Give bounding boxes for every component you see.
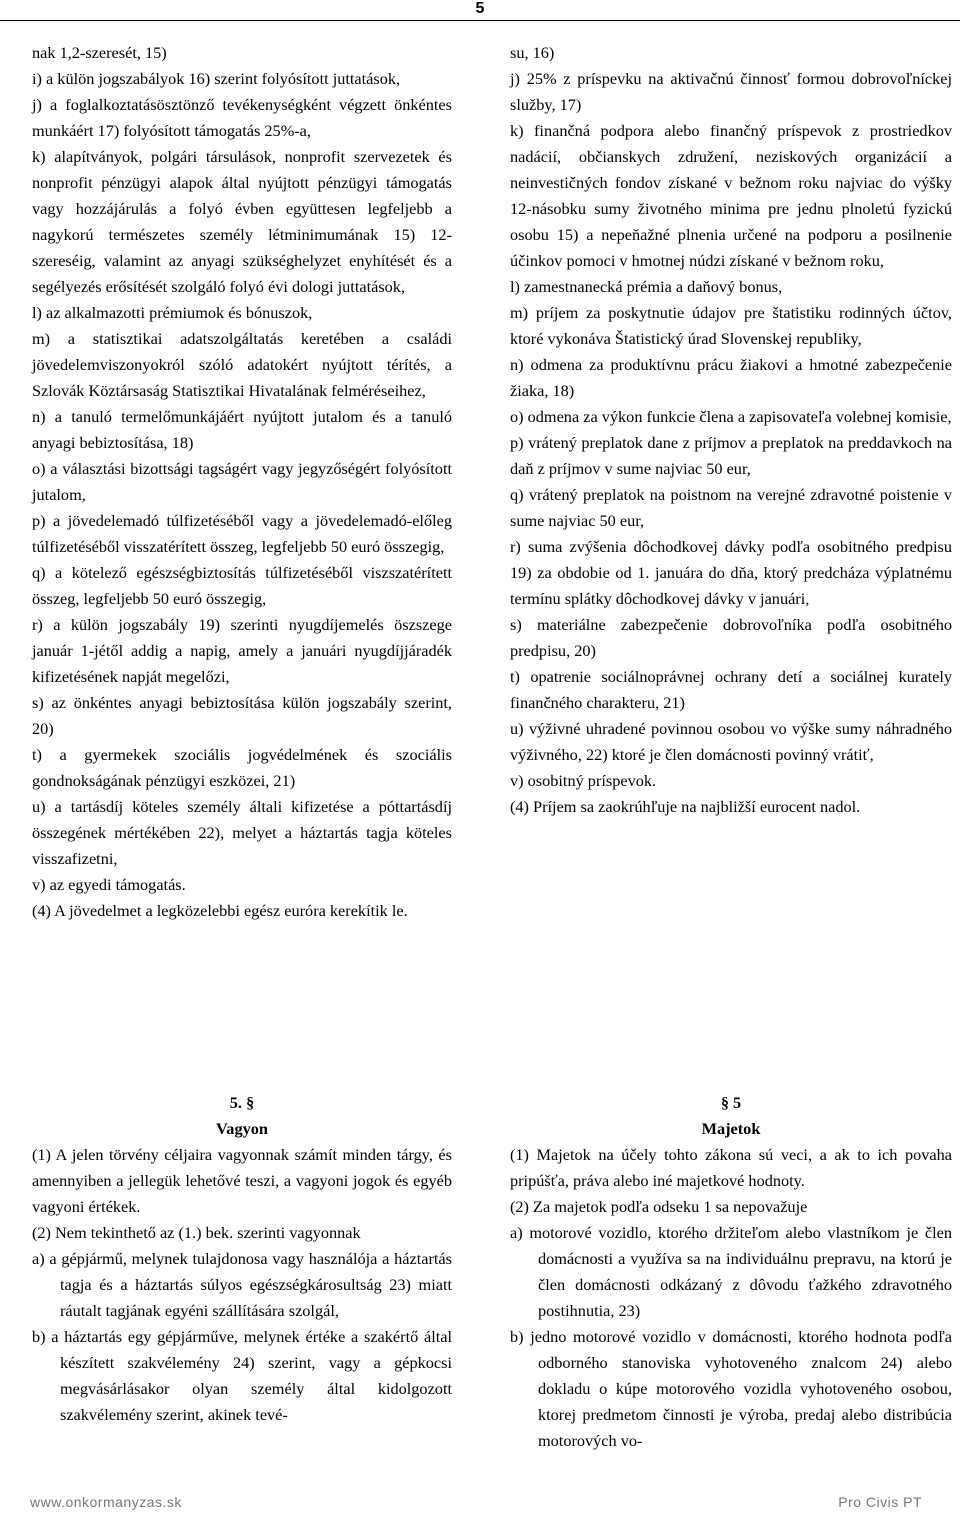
left-item: q) a kötelező egészségbiztosítás túlfizetéséből viszszatérített összeg, legfeljebb 50 euró összegig, — [32, 563, 452, 608]
right-item: v) osobitný príspevok. — [510, 771, 657, 790]
section-heading: Majetok — [701, 1119, 761, 1138]
right-item: o) odmena za výkon funkcie člena a zapisovateľa volebnej komisie, — [510, 407, 952, 426]
section-paragraph: b) jedno motorové vozidlo v domácnosti, ktorého hodnota podľa odborného stanoviska vyhotoveného znalcom 24) alebo dokladu o kúpe motorového vozidla vyhotoveného osobou, ktorej predmetom činnosti je výroba, predaj alebo distribúcia motorových vo- — [510, 1327, 952, 1450]
right-item: r) suma zvýšenia dôchodkovej dávky podľa osobitného predpisu 19) za obdobie od 1. januára do dňa, ktorý predcháza výplatnému termínu splátky dôchodkovej dávky v januári, — [510, 537, 952, 608]
right-item: su, 16) — [510, 43, 555, 62]
left-item: k) alapítványok, polgári társulások, nonprofit szervezetek és nonprofit pénzügyi alapok által nyújtott pénzügyi támogatás vagy hozzájárulás a folyó évben együttesen legfeljebb a nagykorú természetes személy létminimumának 15) 12-szereséig, valamint az anyagi szükséghelyzet enyhítését és a segélyezés erősítését szolgáló folyó évi dologi juttatások, — [32, 147, 452, 296]
right-item: n) odmena za produktívnu prácu žiakovi a hmotné zabezpečenie žiaka, 18) — [510, 355, 952, 400]
left-item: l) az alkalmazotti prémiumok és bónuszok, — [32, 303, 313, 322]
left-item: o) a választási bizottsági tagságért vagy jegyzőségért folyósított jutalom, — [32, 459, 452, 504]
right-item: k) finančná podpora alebo finančný príspevok z prostriedkov nadácií, občianskych združení, neziskových organizácií a neinvestičných fondov získané v bežnom roku najviac do výšky 12-násobku sumy životného minima pre jednu plnoletú fyzickú osobu 15) a nepeňažné plnenia určené na podporu a posilnenie účinkov pomoci v hmotnej núdzi získané v bežnom roku, — [510, 121, 952, 270]
left-item: v) az egyedi támogatás. — [32, 875, 186, 894]
right-item: (4) Príjem sa zaokrúhľuje na najbližší eurocent nadol. — [510, 797, 861, 816]
left-item: nak 1,2-szeresét, 15) — [32, 43, 167, 62]
section-paragraph: a) a gépjármű, melynek tulajdonosa vagy használója a háztartás tagja és a háztartás súlyos egészségkárosultság 23) miatt ráutalt tagjának egyéni szállítására szolgál, — [32, 1249, 452, 1320]
section-paragraph: (1) Majetok na účely tohto zákona sú veci, a ak to ich povaha pripúšťa, práva alebo iné majetkové hodnoty. — [510, 1145, 952, 1190]
right-item: l) zamestnanecká prémia a daňový bonus, — [510, 277, 783, 296]
right-item: t) opatrenie sociálnoprávnej ochrany detí a sociálnej kurately finančného charakteru, 21) — [510, 667, 952, 712]
left-item: s) az önkéntes anyagi bebiztosítása külön jogszabály szerint, 20) — [32, 693, 452, 738]
left-item: j) a foglalkoztatásösztönző tevékenységként végzett önkéntes munkáért 17) folyósított támogatás 25%-a, — [32, 95, 452, 140]
left-item: m) a statisztikai adatszolgáltatás keretében a családi jövedelemviszonyokról szóló adatokért nyújtott térítés, a Szlovák Köztársaság Statisztikai Hivatalának felméréseihez, — [32, 329, 452, 400]
left-item: p) a jövedelemadó túlfizetéséből vagy a jövedelemadó-előleg túlfizetéséből visszatérített összeg, legfeljebb 50 euró összegig, — [32, 511, 452, 556]
left-item: n) a tanuló termelőmunkájáért nyújtott jutalom és a tanuló anyagi bebiztosítása, 18) — [32, 407, 452, 452]
page-number: 5 — [475, 0, 485, 17]
right-item: p) vrátený preplatok dane z príjmov a preplatok na preddavkoch na daň z príjmov v sume najviac 50 eur, — [510, 433, 952, 478]
right-item: u) výživné uhradené povinnou osobou vo výške sumy náhradného výživného, 22) ktoré je člen domácnosti povinný vrátiť, — [510, 719, 952, 764]
section-paragraph: b) a háztartás egy gépjárműve, melynek értéke a szakértő által készített szakvélemény 24) szerint, vagy a gépkocsi megvásárlásakor olyan személy által kidolgozott szakvélemény szerint, akinek tevé- — [32, 1327, 452, 1424]
section-heading: Vagyon — [216, 1119, 268, 1138]
right-item: j) 25% z príspevku na aktivačnú činnosť formou dobrovoľníckej služby, 17) — [510, 69, 952, 114]
section-paragraph: (2) Za majetok podľa odseku 1 sa nepovažuje — [510, 1197, 808, 1216]
section-number: 5. § — [229, 1093, 255, 1112]
right-item: q) vrátený preplatok na poistnom na verejné zdravotné poistenie v sume najviac 50 eur, — [510, 485, 952, 530]
header-rule — [0, 20, 960, 21]
footer-publisher: Pro Civis PT — [838, 1494, 922, 1510]
left-item: (4) A jövedelmet a legközelebbi egész euróra kerekítik le. — [32, 901, 408, 920]
section-number: § 5 — [720, 1093, 742, 1112]
left-item: r) a külön jogszabály 19) szerinti nyugdíjemelés öszszege január 1-jétől addig a napig, amely a januári nyugdíjjáradék kifizetésének napját megelőzi, — [32, 615, 452, 686]
section-paragraph: a) motorové vozidlo, ktorého držiteľom alebo vlastníkom je člen domácnosti a využíva sa na individuálnu prepravu, na ktorú je člen domácnosti odkázaný z dôvodu ťažkého zdravotného postihnutia, 23) — [510, 1223, 952, 1320]
left-section — [32, 1090, 452, 1428]
left-item: t) a gyermekek szociális jogvédelmének és szociális gondnokságának pénzügyi eszközei, 21) — [32, 745, 452, 790]
section-paragraph: (2) Nem tekinthető az (1.) bek. szerinti vagyonnak — [32, 1223, 361, 1242]
left-column-top — [32, 40, 452, 924]
left-item: i) a külön jogszabályok 16) szerint folyósított juttatások, — [32, 69, 401, 88]
right-column-top — [510, 40, 952, 820]
right-section — [510, 1090, 952, 1454]
right-item: s) materiálne zabezpečenie dobrovoľníka podľa osobitného predpisu, 20) — [510, 615, 952, 660]
right-item: m) príjem za poskytnutie údajov pre štatistiku rodinných účtov, ktoré vykonáva Štatistický úrad Slovenskej republiky, — [510, 303, 952, 348]
footer-website: www.onkormanyzas.sk — [30, 1494, 182, 1510]
section-paragraph: (1) A jelen törvény céljaira vagyonnak számít minden tárgy, és amennyiben a jellegük lehetővé teszi, a vagyoni jogok és egyéb vagyoni értékek. — [32, 1145, 452, 1216]
left-item: u) a tartásdíj köteles személy általi kifizetése a póttartásdíj összegének mértékében 22), melyet a háztartás tagja köteles visszafizetni, — [32, 797, 452, 868]
